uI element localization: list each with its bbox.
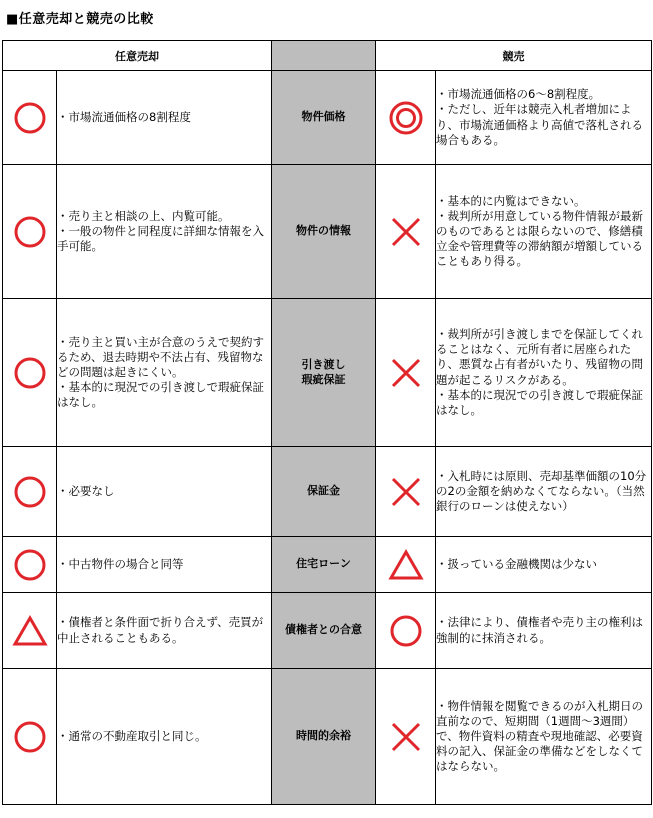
- category-label-text: 時間的余裕: [296, 729, 351, 743]
- voluntary-description: ・必要なし: [57, 447, 272, 537]
- table-row: [3, 71, 652, 165]
- triangle-icon: [376, 549, 435, 581]
- table-row: [3, 165, 652, 299]
- circle-icon: [3, 101, 56, 135]
- voluntary-description: ・中古物件の場合と同等: [57, 537, 272, 593]
- auction-description: ・物件情報を閲覧できるのが入札期日の直前なので、短期間（1週間～3週間）で、物件資料の精査や現地確認、必要資料の記入、保証金の準備などをしなくてはならない。: [436, 669, 652, 805]
- comparison-table: [2, 40, 652, 805]
- auction-rating-cell: [376, 537, 436, 593]
- header-category: [272, 41, 376, 71]
- category-label-text: 住宅ローン: [296, 557, 351, 571]
- table-row: [3, 299, 652, 447]
- table-row: [3, 537, 652, 593]
- header-auction: 競売: [376, 41, 652, 71]
- category-label-text: 保証金: [307, 484, 340, 498]
- voluntary-description: ・債権者と条件面で折り合えず、売買が中止されることもある。: [57, 593, 272, 669]
- auction-description: ・扱っている金融機関は少ない: [436, 537, 652, 593]
- voluntary-rating-cell: [3, 71, 57, 165]
- circle-icon: [3, 215, 56, 249]
- auction-rating-cell: [376, 165, 436, 299]
- voluntary-description: ・通常の不動産取引と同じ。: [57, 669, 272, 805]
- category-label-text: 物件の情報: [296, 224, 351, 238]
- voluntary-rating-cell: [3, 593, 57, 669]
- auction-rating-cell: [376, 71, 436, 165]
- circle-icon: [3, 475, 56, 509]
- category-label-text: 債権者との合意: [285, 623, 362, 637]
- auction-description: ・市場流通価格の6～8割程度。 ・ただし、近年は競売入札者増加により、市場流通価格より高値で落札される場合もある。: [436, 71, 652, 165]
- category-label: [272, 669, 376, 805]
- category-label-text: 物件価格: [301, 110, 346, 124]
- circle-icon: [3, 720, 56, 754]
- voluntary-description: ・売り主と相談の上、内覧可能。 ・一般の物件と同程度に詳細な情報を入手可能。: [57, 165, 272, 299]
- category-label: [272, 165, 376, 299]
- cross-icon: [376, 720, 435, 754]
- double-circle-icon: [376, 100, 435, 136]
- circle-icon: [376, 614, 435, 648]
- header-voluntary-sale: 任意売却: [3, 41, 272, 71]
- cross-icon: [376, 356, 435, 390]
- table-row: [3, 593, 652, 669]
- table-row: [3, 447, 652, 537]
- auction-description: ・裁判所が引き渡しまでを保証してくれることはなく、元所有者に居座られたり、悪質な占有者がいたり、残留物の問題が起こるリスクがある。 ・基本的に現況での引き渡しで瑕疵保証はなし。: [436, 299, 652, 447]
- voluntary-rating-cell: [3, 299, 57, 447]
- category-label: [272, 447, 376, 537]
- circle-icon: [3, 356, 56, 390]
- cross-icon: [376, 475, 435, 509]
- category-label-text: 引き渡し 瑕疵保証: [301, 357, 346, 386]
- voluntary-rating-cell: [3, 537, 57, 593]
- auction-rating-cell: [376, 593, 436, 669]
- voluntary-rating-cell: [3, 165, 57, 299]
- voluntary-rating-cell: [3, 447, 57, 537]
- category-label: [272, 593, 376, 669]
- auction-description: ・法律により、債権者や売り主の権利は強制的に抹消される。: [436, 593, 652, 669]
- auction-rating-cell: [376, 447, 436, 537]
- auction-description: ・基本的に内覧はできない。 ・裁判所が用意している物件情報が最新のものであるとは限らないので、修繕積立金や管理費等の滞納額が増額していることもあり得る。: [436, 165, 652, 299]
- auction-description: ・入札時には原則、売却基準価額の10分の2の金額を納めなくてならない。（当然銀行のローンは使えない）: [436, 447, 652, 537]
- table-row: [3, 669, 652, 805]
- cross-icon: [376, 215, 435, 249]
- auction-rating-cell: [376, 669, 436, 805]
- header-row: [3, 41, 652, 71]
- voluntary-rating-cell: [3, 669, 57, 805]
- voluntary-description: ・市場流通価格の8割程度: [57, 71, 272, 165]
- category-label: [272, 299, 376, 447]
- category-label: [272, 71, 376, 165]
- triangle-icon: [3, 615, 56, 647]
- category-label: [272, 537, 376, 593]
- voluntary-description: ・売り主と買い主が合意のうえで契約するため、退去時期や不法占有、残留物などの問題は起きにくい。 ・基本的に現況での引き渡しで瑕疵保証はなし。: [57, 299, 272, 447]
- auction-rating-cell: [376, 299, 436, 447]
- circle-icon: [3, 548, 56, 582]
- page-title: ■任意売却と競売の比較: [6, 12, 154, 27]
